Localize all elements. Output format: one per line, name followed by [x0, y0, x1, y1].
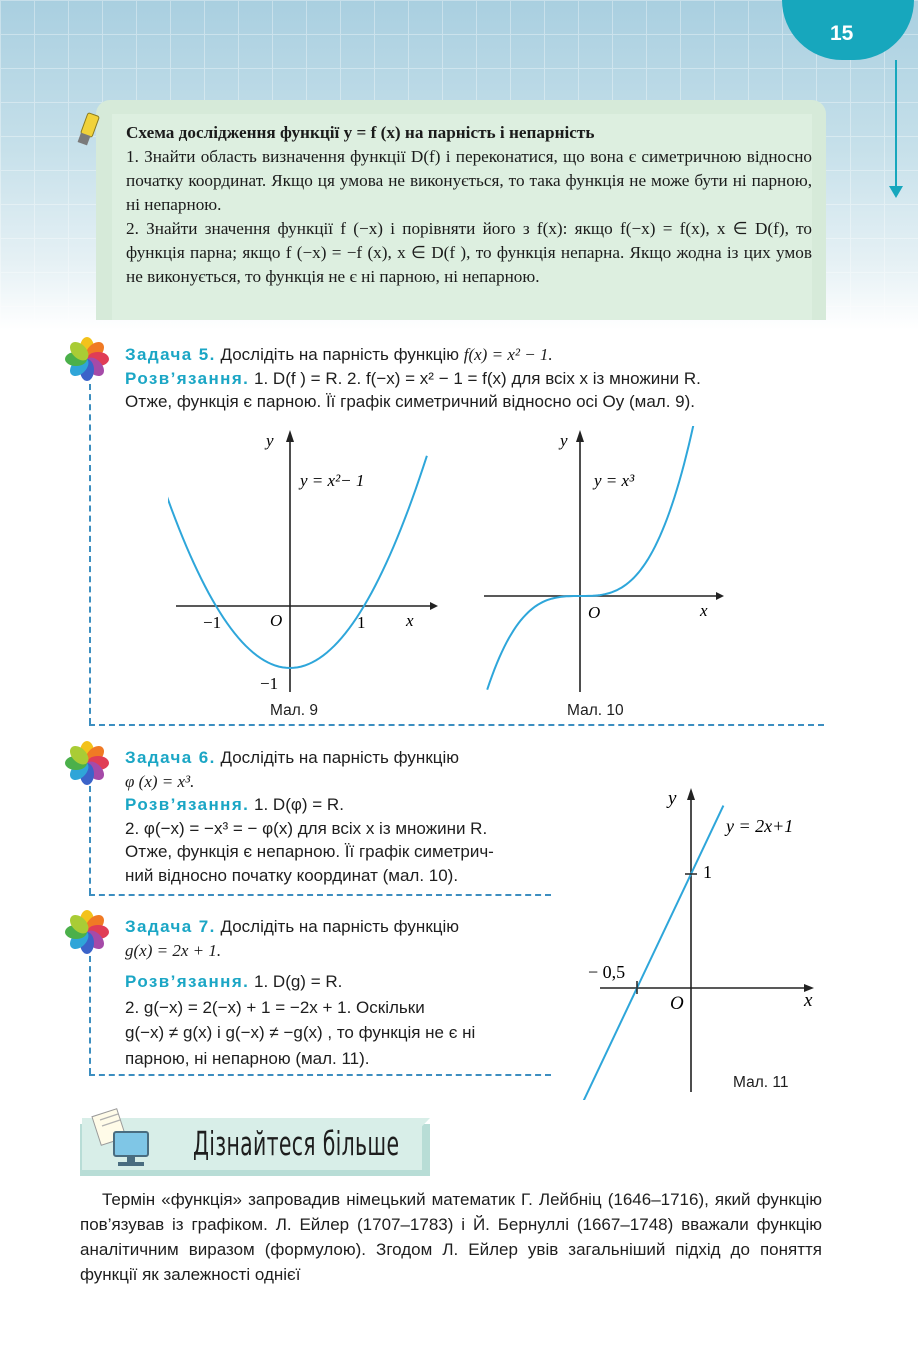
scheme-step-1: 1. Знайти область визначення функції D(f) і переконатися, що вона є симетричною відносно початку координат. Якщо ця умова не виконується, то така функція не може бути ні парною, ні непарною.: [126, 147, 812, 214]
fig9-y-arrow-icon: [286, 430, 294, 442]
banner-title: Дізнайтеся більше: [193, 1124, 400, 1163]
task-6-solution-line-4: ний відносно початку координат (мал. 10).: [125, 865, 459, 885]
usb-drive-icon: [74, 112, 104, 152]
task-5-solution-line-1: 1. D(f ) = R. 2. f(−x) = x² − 1 = f(x) для всіх x із множини R.: [254, 368, 701, 388]
task-5: [125, 343, 825, 414]
fig11-line: [583, 806, 723, 1100]
figure-9: [168, 426, 438, 696]
fig11-y-label: y: [668, 788, 677, 809]
figure-10: [480, 426, 730, 696]
fig9-x-label: x: [406, 611, 414, 630]
task-7-solution-line-3: g(−x) ≠ g(x) і g(−x) ≠ −g(x) , то функція не є ні: [125, 1023, 476, 1042]
fig11-origin: O: [670, 993, 684, 1014]
computer-icon: [90, 1106, 160, 1172]
task-7-solution-label: Розв’язання.: [125, 972, 250, 991]
side-marker-arrow-icon: [889, 186, 903, 198]
task-7-solution-line-1: 1. D(g) = R.: [254, 972, 343, 991]
fig9-function-label: y = x²− 1: [300, 471, 365, 490]
fig10-y-arrow-icon: [576, 430, 584, 442]
task-7-text: Дослідіть на парність функцію: [220, 917, 460, 936]
task-5-solution-line-2: Отже, функція є парною. Її графік симетричний відносно осі Oy (мал. 9).: [125, 392, 695, 411]
fig9-parabola: [168, 456, 427, 668]
task-5-label: Задача 5.: [125, 345, 216, 364]
task-7-label: Задача 7.: [125, 917, 216, 936]
fig10-y-label: y: [560, 431, 568, 450]
task-6-solution-label: Розв’язання.: [125, 795, 250, 814]
fig10-function-label: y = x³: [594, 471, 635, 490]
task-6-label: Задача 6.: [125, 748, 216, 767]
flower-icon: [64, 740, 110, 786]
task-6: [125, 746, 550, 887]
task-6-solution-line-1: 1. D(φ) = R.: [254, 795, 344, 814]
scheme-text: [126, 121, 812, 289]
fig9-x-arrow-icon: [430, 602, 438, 610]
learn-more-paragraph: Термін «функція» запровадив німецький математик Г. Лейбніц (1646–1716), який функцію пов’язував із графіком. Л. Ейлер (1707–1783) і Й. Бернуллі (1667–1748) вважали функцію аналітичним виразом (формулою). Згодом Л. Ейлер увів загальніший підхід до поняття функції як залежності однієї: [80, 1190, 822, 1284]
fig11-y-arrow-icon: [687, 788, 695, 800]
fig9-tick-neg1: −1: [203, 613, 222, 632]
scheme-title: Схема дослідження функції y = f (x) на парність і непарність: [126, 123, 595, 142]
task-5-text: Дослідіть на парність функцію: [220, 345, 460, 364]
fig9-tick-1: 1: [357, 613, 366, 632]
task-6-text: Дослідіть на парність функцію: [220, 748, 460, 767]
fig11-caption: Мал. 11: [733, 1074, 789, 1091]
fig11-tick-y-1-label: 1: [703, 862, 712, 882]
task-7: [125, 915, 550, 1070]
flower-icon: [64, 909, 110, 955]
fig11-x-label: x: [804, 990, 813, 1011]
fig9-tick-y-neg1: −1: [260, 674, 279, 693]
fig10-cubic-curve: [487, 426, 696, 690]
task-7-solution-line-4: парною, ні непарною (мал. 11).: [125, 1048, 370, 1068]
flower-icon: [64, 336, 110, 382]
task-5-solution-label: Розв’язання.: [125, 368, 250, 388]
task-7-dashed-left: [89, 956, 91, 1074]
fig10-x-arrow-icon: [716, 592, 724, 600]
task-5-dashed-bottom: [89, 724, 824, 726]
fig10-x-label: x: [700, 601, 708, 620]
task-7-formula: g(x) = 2x + 1.: [125, 940, 222, 960]
page-number: 15: [830, 22, 854, 45]
task-6-dashed-left: [89, 786, 91, 894]
fig9-origin: O: [270, 611, 283, 630]
task-6-solution-line-2: 2. φ(−x) = −x³ = − φ(x) для всіх x із множини R.: [125, 818, 488, 838]
figure-11: [570, 780, 840, 1100]
task-7-dashed-bottom: [89, 1074, 551, 1076]
task-5-dashed-left: [89, 384, 91, 724]
fig9-caption: Мал. 9: [270, 702, 318, 719]
fig10-caption: Мал. 10: [567, 702, 624, 719]
task-6-formula: φ (x) = x³.: [125, 771, 195, 791]
fig11-function-label: y = 2x+1: [726, 816, 794, 836]
fig11-tick-x-neg05-label: − 0,5: [588, 962, 626, 982]
task-7-solution-line-2: 2. g(−x) = 2(−x) + 1 = −2x + 1. Оскільки: [125, 997, 425, 1017]
task-5-formula: f(x) = x² − 1.: [463, 345, 553, 364]
side-marker-line: [895, 60, 897, 190]
scheme-step-2: 2. Знайти значення функції f (−x) і порівняти його з f(x): якщо f(−x) = f(x), x ∈ D(f), то функція парна; якщо f (−x) = −f (x), x ∈ D(f ), то функція непарна. Якщо жодна із цих умов не виконується, то функція не є ні парною, ні непарною.: [126, 219, 812, 286]
task-6-dashed-bottom: [89, 894, 551, 896]
fig9-y-label: y: [266, 431, 274, 450]
learn-more-text: [80, 1187, 822, 1287]
fig10-origin: O: [588, 603, 601, 622]
task-6-solution-line-3: Отже, функція є непарною. Її графік симетрич-: [125, 842, 494, 861]
